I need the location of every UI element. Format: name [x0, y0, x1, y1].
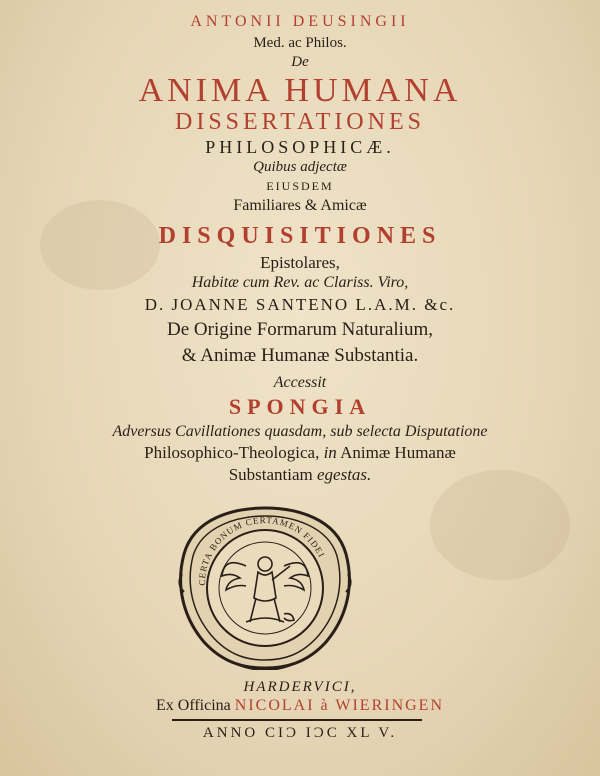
egestas-word: egestas. — [317, 465, 372, 484]
imprint-year: ANNO CIƆ IƆC XL V. — [202, 725, 398, 741]
de-origine-line: De Origine Formarum Naturalium, — [167, 319, 433, 340]
title-de: De — [291, 54, 309, 70]
author-name: ANTONII DEUSINGII — [190, 13, 410, 30]
dissertationes-line: DISSERTATIONES — [175, 109, 425, 135]
epistolares-line: Epistolares, — [260, 253, 340, 272]
substantiam-line — [0, 466, 600, 483]
quibus-line: Quibus adjectæ — [253, 159, 347, 175]
printer-device-emblem — [176, 504, 354, 670]
philosophico-line — [0, 444, 600, 461]
main-title: ANIMA HUMANA — [138, 72, 462, 109]
spongia-line: SPONGIA — [228, 394, 372, 419]
accessit-line: Accessit — [273, 374, 327, 391]
adversus-line: Adversus Cavillationes quasdam, sub selecta Disputatione — [112, 423, 488, 440]
printer-name: NICOLAI à WIERINGEN — [234, 697, 444, 714]
officina-label: Ex Officina — [155, 697, 231, 714]
paper-stain — [430, 470, 570, 580]
philosophico-in: in — [323, 443, 337, 462]
familiares-line: Familiares & Amicæ — [233, 197, 367, 214]
imprint-city: HARDERVICI, — [243, 679, 357, 695]
divider-rule — [172, 719, 422, 721]
emblem-roundel — [207, 530, 323, 646]
habitae-line: Habitæ cum Rev. ac Clariss. Viro, — [191, 274, 409, 291]
substantiam-word: Substantiam — [228, 465, 313, 484]
imprint-officina-line — [0, 698, 600, 714]
philosophico-prefix: Philosophico-Theologica, — [144, 443, 320, 462]
disquisitiones-line: DISQUISITIONES — [158, 223, 442, 249]
emblem-motto: CERTA BONUM CERTAMEN FIDEI — [196, 515, 327, 586]
philosophicae-line: PHILOSOPHICÆ. — [205, 137, 395, 157]
philosophico-rest: Animæ Humanæ — [340, 443, 456, 462]
santeno-line: D. JOANNE SANTENO L.A.M. &c. — [144, 295, 456, 314]
animae-substantia-line: & Animæ Humanæ Substantia. — [181, 345, 419, 366]
eiusdem-line: EIUSDEM — [266, 179, 334, 193]
author-title: Med. ac Philos. — [253, 35, 347, 51]
